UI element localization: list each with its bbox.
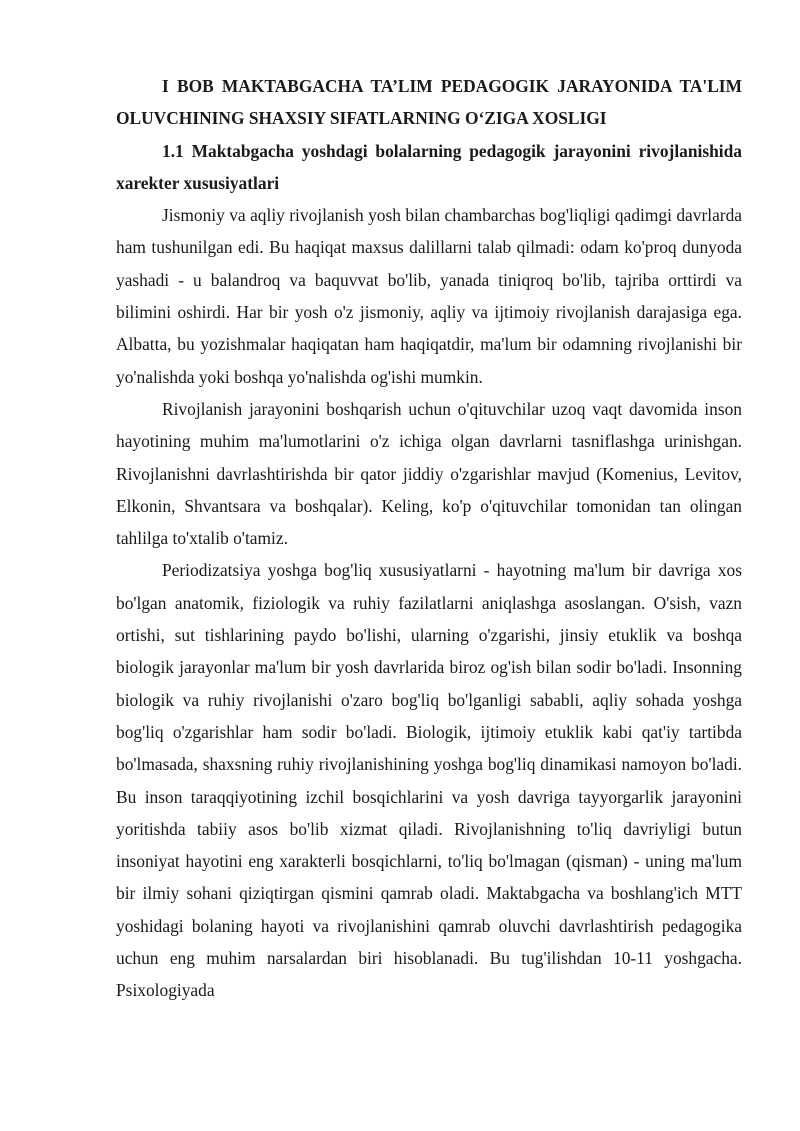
chapter-heading: I BOB MAKTABGACHA TA’LIM PEDAGOGIK JARAYONIDA TA'LIM OLUVCHINING SHAXSIY SIFATLARNING O‘ZIGA XOSLIGI	[116, 76, 742, 129]
section-heading: 1.1 Maktabgacha yoshdagi bolalarning pedagogik jarayonini rivojlanishida xarekter xususiyatlari	[116, 140, 742, 193]
document-body	[116, 70, 742, 1007]
paragraph: Rivojlanish jarayonini boshqarish uchun o'qituvchilar uzoq vaqt davomida inson hayotining muhim ma'lumotlarini o'z ichiga olgan davrlarni tasniflashga urinishgan. Rivojlanishni davrlashtirishda bir qator jiddiy o'zgarishlar mavjud (Komenius, Levitov, Elkonin, Shvantsara va boshqalar). Keling, ko'p o'qituvchilar tomonidan tan olingan tahlilga to'xtalib o'tamiz.	[116, 398, 742, 549]
paragraph: Jismoniy va aqliy rivojlanish yosh bilan chambarchas bog'liqligi qadimgi davrlarda ham tushunilgan edi. Bu haqiqat maxsus dalillarni talab qilmadi: odam ko'proq dunyoda yashadi - u balandroq va baquvvat bo'lib, yanada tiniqroq bo'lib, tajriba orttirdi va bilimini oshirdi. Har bir yosh o'z jismoniy, aqliy va ijtimoiy rivojlanish darajasiga ega. Albatta, bu yozishmalar haqiqatan ham haqiqatdir, ma'lum bir odamning rivojlanishi bir yo'nalishda yoki boshqa yo'nalishda og'ishi mumkin.	[116, 205, 742, 387]
paragraph: Periodizatsiya yoshga bog'liq xususiyatlarni - hayotning ma'lum bir davriga xos bo'lgan anatomik, fiziologik va ruhiy fazilatlarni aniqlashga asoslangan. O'sish, vazn ortishi, sut tishlarining paydo bo'lishi, ularning o'zgarishi, jinsiy etuklik va boshqa biologik jarayonlar ma'lum bir yosh davrlarida biroz og'ish bilan sodir bo'ladi. Insonning biologik va ruhiy rivojlanishi o'zaro bog'liq bo'lganligi sababli, aqliy sohada yoshga bog'liq o'zgarishlar ham sodir bo'ladi. Biologik, ijtimoiy etuklik kabi qat'iy tartibda bo'lmasada, shaxsning ruhiy rivojlanishining yoshga bog'liq dinamikasi namoyon bo'ladi. Bu inson taraqqiyotining izchil bosqichlarini va yosh davriga tayyorgarlik jarayonini yoritishda tabiiy asos bo'lib xizmat qiladi. Rivojlanishning to'liq davriyligi butun insoniyat hayotini eng xarakterli bosqichlarni, to'liq bo'lmagan (qisman) - uning ma'lum bir ilmiy sohani qiziqtirgan qismini qamrab oladi. Maktabgacha va boshlang'ich MTT yoshidagi bolaning hayoti va rivojlanishini qamrab oluvchi davrlashtirish pedagogika uchun eng muhim narsalardan biri hisoblanadi. Bu tug'ilishdan 10-11 yoshgacha. Psixologiyada	[116, 560, 742, 1001]
